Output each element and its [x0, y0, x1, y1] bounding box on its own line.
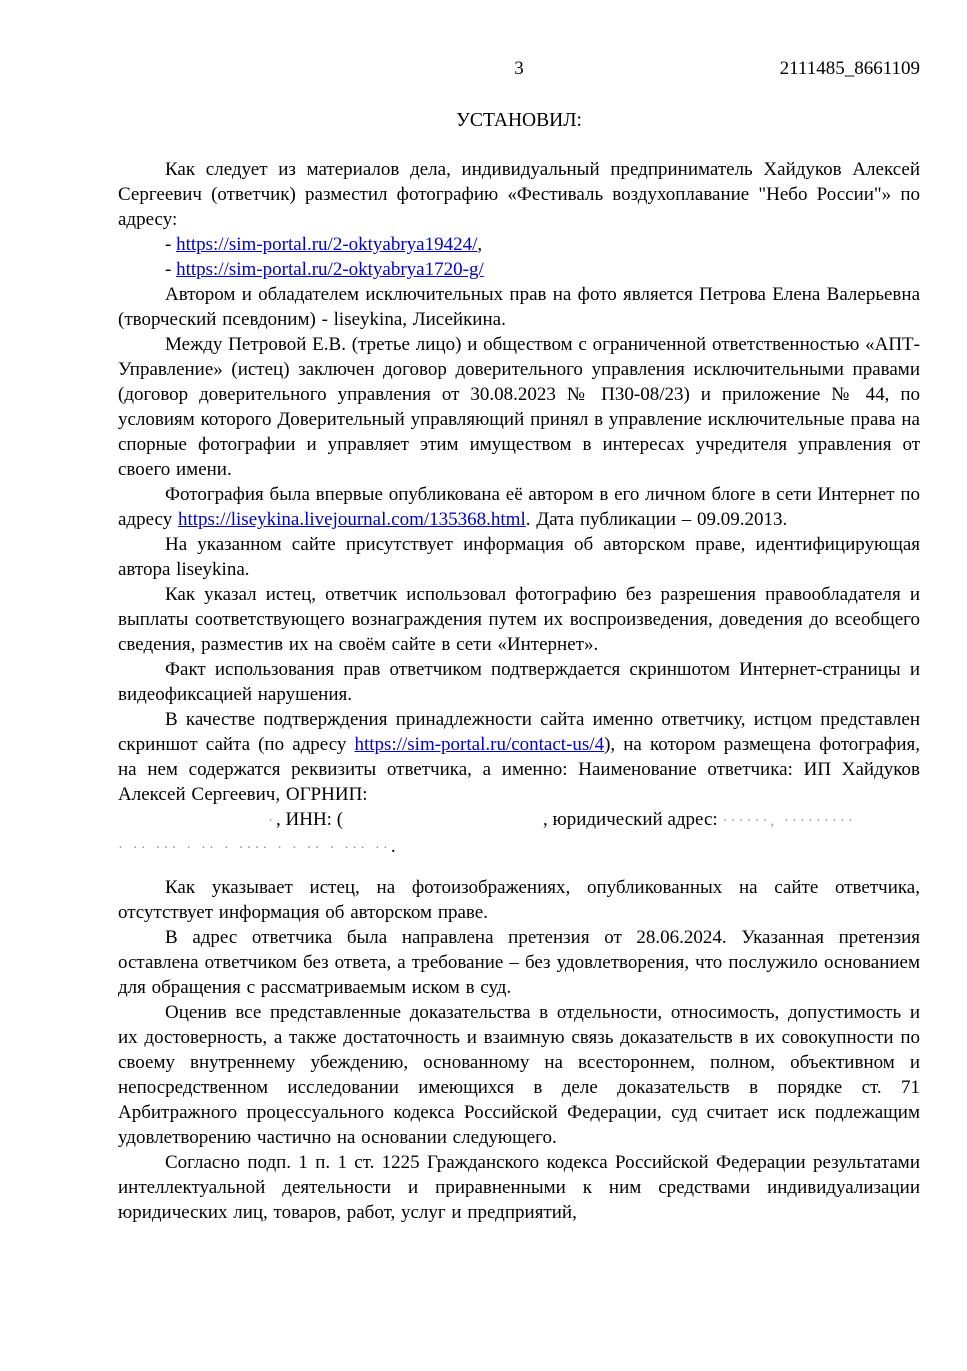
hyperlink[interactable]: https://sim-portal.ru/2-oktyabrya19424/ [176, 234, 478, 255]
text-run: Факт использования прав ответчиком подтверждается скриншотом Интернет-страницы и видеофиксацией нарушения. [118, 659, 920, 705]
text-run: - [165, 234, 177, 255]
section-title: УСТАНОВИЛ: [456, 110, 582, 131]
para-civil-code [118, 1150, 920, 1225]
text-run: Как следует из материалов дела, индивидуальный предприниматель Хайдуков Алексей Сергеевич (ответчик) разместил фотографию «Фестиваль воздухоплавание "Небо России"» по адресу: [118, 159, 920, 230]
document-id: 2111485_8661109 [779, 58, 920, 79]
page-header [118, 56, 920, 81]
text-run: Согласно подп. 1 п. 1 ст. 1225 Гражданского кодекса Российской Федерации результатами интеллектуальной деятельности и приравненными к ним средствами индивидуализации юридических лиц, товаров, работ, услуг и предприятий, [118, 1152, 920, 1223]
para-link-line-2 [118, 257, 920, 282]
document-content [118, 0, 920, 1225]
text-run: Как указал истец, ответчик использовал фотографию без разрешения правообладателя и выплаты соответствующего вознаграждения путем их воспроизведения, доведения до всеобщего сведения, разместив их на своём сайте в сети «Интернет». [118, 584, 920, 655]
text-run: Оценив все представленные доказательства в отдельности, относимость, допустимость и их достоверность, а также достаточность и взаимную связь доказательств в их совокупности по своему внутреннему убеждению, основанному на всестороннем, полном, объективном и непосредственном исследовании имеющихся в деле доказательств в порядке ст. 71 Арбитражного процессуального кодекса Российской Федерации, суд считает иск подлежащим удовлетворению частично на основании следующего. [118, 1002, 920, 1148]
text-run: . [390, 836, 396, 857]
para-claim [118, 582, 920, 657]
hyperlink[interactable]: https://sim-portal.ru/contact-us/4 [354, 734, 605, 755]
text-run: В адрес ответчика была направлена претензия от 28.06.2024. Указанная претензия оставлена ответчиком без ответа, а требование – без удовлетворения, что послужило основанием для обращения с рассматриваемым иском в суд. [118, 927, 920, 998]
text-run: Как указывает истец, на фотоизображениях, опубликованных на сайте ответчика, отсутствует информация об авторском праве. [118, 877, 920, 923]
para-first-publication [118, 482, 920, 532]
text-run: , ИНН: ( [276, 809, 344, 830]
text-run: Фотография была впервые опубликована её автором в его личном блоге в сети Интернет по адресу [118, 484, 920, 530]
page-number: 3 [514, 58, 524, 79]
text-run: . Дата публикации – 09.09.2013. [525, 509, 788, 530]
para-court-evaluation [118, 1000, 920, 1150]
text-run: , [477, 234, 483, 255]
para-usage-proof [118, 657, 920, 707]
hyperlink[interactable]: https://sim-portal.ru/2-oktyabrya1720-g/ [176, 259, 484, 280]
para-link-line-1 [118, 232, 920, 257]
redaction-trace: · [268, 813, 276, 829]
para-no-copyright-info [118, 875, 920, 925]
redacted-gap [343, 824, 543, 825]
para-case-facts [118, 157, 920, 232]
para-copyright-info [118, 532, 920, 582]
text-run: - [165, 259, 177, 280]
para-pretension [118, 925, 920, 1000]
text-run: На указанном сайте присутствует информация об авторском праве, идентифицирующая автора liseykina. [118, 534, 920, 580]
text-run: Автором и обладателем исключительных прав на фото является Петрова Елена Валерьевна (творческий псевдоним) - liseykina, Лисейкина. [118, 284, 920, 330]
text-run: , юридический адрес: [543, 809, 723, 830]
redaction-trace: · ·· ··· · ·· · ···· · · ·· · ··· ·· [118, 840, 391, 856]
para-redacted-address [118, 834, 920, 861]
redacted-gap [118, 824, 268, 825]
para-site-ownership [118, 707, 920, 807]
para-redacted-requisites [118, 807, 920, 834]
text-run: ), на котором размещена фотография, на нем содержатся реквизиты ответчика, а именно: Наименование ответчика: ИП Хайдуков Алексей Сергеевич, ОГРНИП: [118, 734, 920, 805]
para-author [118, 282, 920, 332]
hyperlink[interactable]: https://liseykina.livejournal.com/135368.html [177, 509, 526, 530]
redaction-trace: ······, ········· [722, 813, 856, 829]
text-run: Между Петровой Е.В. (третье лицо) и обществом с ограниченной ответственностью «АПТ-Управление» (истец) заключен договор доверительного управления исключительными правами (договор доверительного управления от 30.08.2023 № П30-08/23) и приложение № 44, по условиям которого Доверительный управляющий принял в управление исключительные права на спорные фотографии и управляет этим имуществом в интересах учредителя управления от своего имени. [118, 334, 920, 480]
text-run: В качестве подтверждения принадлежности сайта именно ответчику, истцом представлен скриншот сайта (по адресу [118, 709, 920, 755]
document-body [118, 157, 920, 1225]
para-trust-agreement [118, 332, 920, 482]
